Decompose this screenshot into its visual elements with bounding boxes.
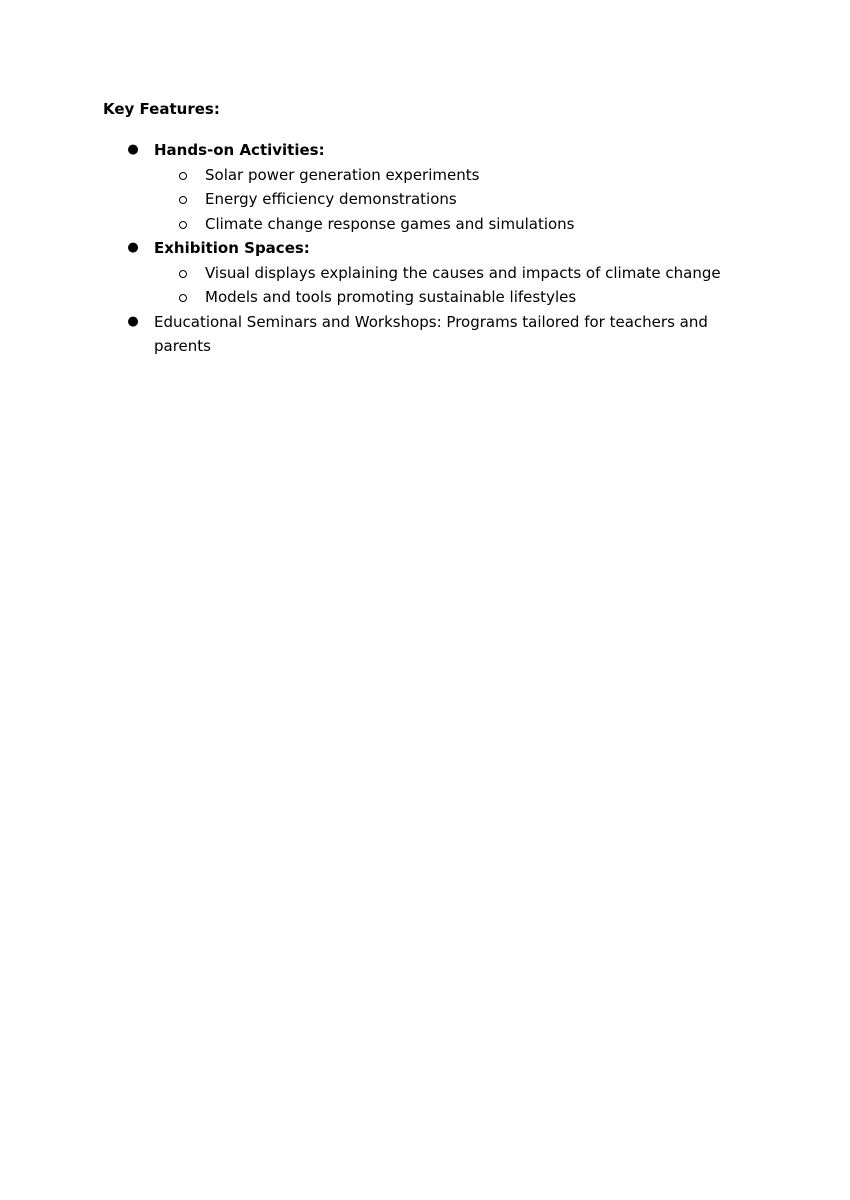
hollow-bullet-icon	[179, 221, 187, 229]
sub-list-item	[154, 261, 850, 286]
hollow-bullet-icon	[179, 172, 187, 180]
sub-list	[154, 261, 850, 310]
section-title: Exhibition Spaces:	[154, 239, 310, 257]
sub-list-item	[154, 212, 850, 237]
hollow-bullet-icon	[179, 196, 187, 204]
list-item-text: Educational Seminars and Workshops: Programs tailored for teachers and parents	[154, 312, 708, 355]
list-item-hands-on-activities	[0, 138, 850, 236]
sub-list-item	[154, 163, 850, 188]
sub-list-item-text: Models and tools promoting sustainable lifestyles	[205, 288, 577, 306]
sub-list	[154, 163, 850, 237]
key-features-heading: Key Features:	[103, 100, 220, 118]
sub-list-item	[154, 285, 850, 310]
section-title: Hands-on Activities:	[154, 141, 325, 159]
hollow-bullet-icon	[179, 270, 187, 278]
filled-bullet-icon: ●	[127, 142, 139, 157]
sub-list-item	[154, 187, 850, 212]
filled-bullet-icon: ●	[127, 313, 139, 329]
sub-list-item-text: Solar power generation experiments	[205, 165, 480, 184]
sub-list-item-text: Energy efficiency demonstrations	[205, 190, 457, 208]
hollow-bullet-icon	[179, 294, 187, 302]
sub-list-item-text: Climate change response games and simulations	[205, 214, 575, 233]
list-item-exhibition-spaces	[0, 236, 850, 310]
filled-bullet-icon: ●	[127, 240, 139, 255]
features-list	[0, 138, 850, 359]
list-item-educational-seminars	[0, 310, 850, 359]
sub-list-item-text: Visual displays explaining the causes and impacts of climate change	[205, 263, 721, 282]
